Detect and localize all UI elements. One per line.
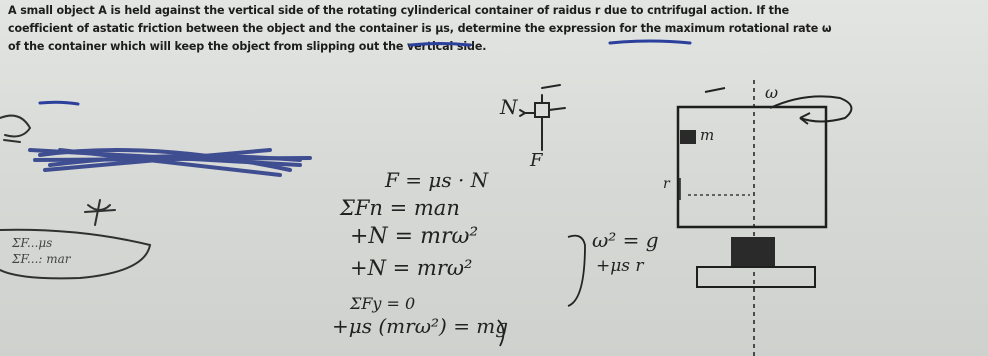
underline-container <box>40 102 78 104</box>
base-plate <box>697 267 815 287</box>
problem-line-1: A small object A is held against the vertical side of the rotating cylinderical container of raidus r due to cntrifugal action. If the <box>8 4 790 17</box>
blue-underlines <box>40 41 690 104</box>
omega-denominator: +μs r <box>596 256 644 276</box>
container-figure <box>678 80 851 356</box>
result-bracket <box>568 236 585 306</box>
left-scrawl-1: ΣF...μs <box>12 236 53 250</box>
sum-forces-vertical: ΣFy = 0 <box>350 294 416 313</box>
pedestal-block <box>731 237 775 267</box>
omega-label: ω <box>765 83 779 102</box>
container-outline <box>678 107 826 227</box>
underline-determine <box>410 44 470 46</box>
normal-force-eq1: +N = mrω² <box>350 224 479 249</box>
omega-squared: ω² = g <box>592 228 659 252</box>
problem-line-3: of the container which will keep the object from slipping out the vertical side. <box>8 40 487 53</box>
sum-forces-normal: ΣFn = man <box>340 196 460 220</box>
blue-scribble <box>30 150 310 175</box>
fbd-friction-label: F <box>530 150 543 171</box>
friction-equation: F = μs · N <box>385 168 489 192</box>
free-body-diagram <box>520 85 565 150</box>
normal-force-eq2: +N = mrω² <box>350 256 473 280</box>
problem-line-2: coefficient of astatic friction between the object and the container is μs, determine the expression for the maximum rotational rate ω <box>8 22 832 35</box>
mass-label: m <box>700 126 715 144</box>
object-block <box>680 130 696 144</box>
radius-label: r <box>663 176 670 192</box>
underline-maximum <box>610 41 690 43</box>
rotation-arrow <box>770 96 851 121</box>
final-equation: +μs (mrω²) = mg <box>332 314 509 338</box>
left-scrawl-2: ΣF...: mar <box>12 252 71 266</box>
fbd-normal-label: N <box>500 95 518 119</box>
